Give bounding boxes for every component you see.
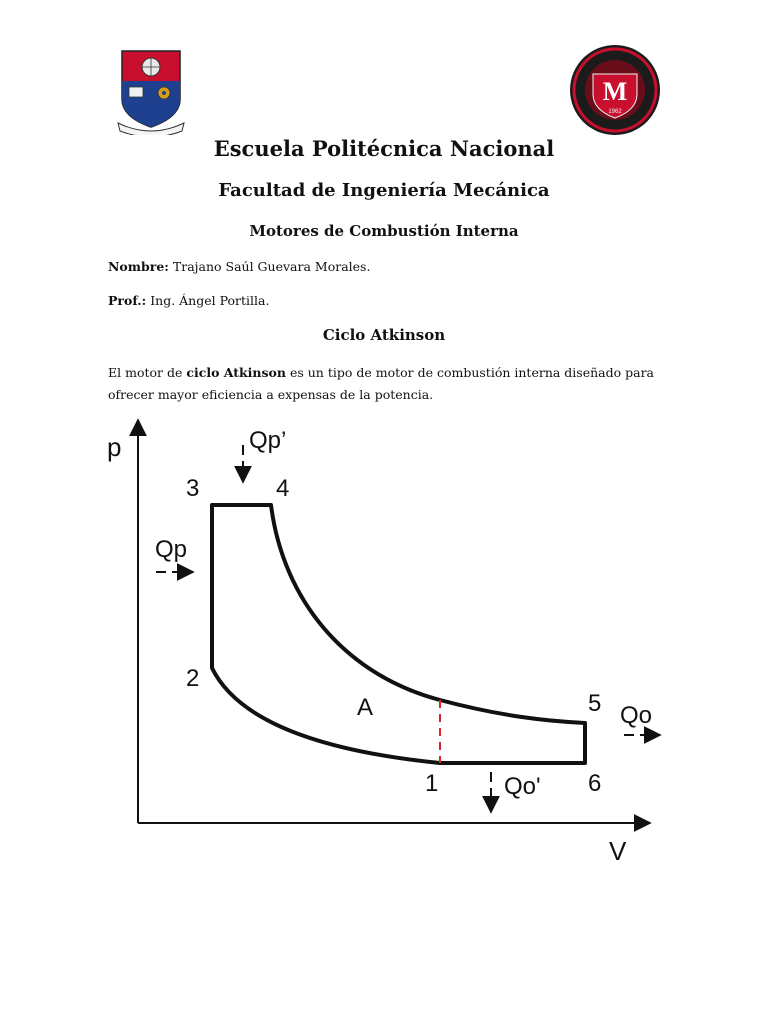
name-field (108, 259, 370, 274)
institution-title: Escuela Politécnica Nacional (213, 136, 555, 161)
name-value: Trajano Saúl Guevara Morales. (172, 259, 371, 274)
intro-paragraph (108, 362, 668, 406)
x-axis-label: V (609, 836, 627, 866)
professor-field (108, 293, 269, 308)
qp-prime-label: Qp’ (249, 427, 287, 454)
point-label-4: 4 (276, 475, 290, 502)
point-label-6: 6 (588, 770, 602, 797)
course-title: Motores de Combustión Interna (249, 222, 519, 240)
seal-year: 1962 (608, 109, 622, 115)
atkinson-cycle-curve (212, 505, 585, 763)
paragraph-text-after: es un tipo de motor de combustión interna diseñado para ofrecer mayor eficiencia a expensas de la potencia. (108, 365, 654, 402)
seal-letter: M (602, 77, 628, 106)
point-label-5: 5 (588, 690, 602, 717)
qo-prime-label: Qo' (504, 773, 541, 800)
professor-label: Prof.: (108, 293, 147, 308)
point-label-2: 2 (186, 665, 200, 692)
epn-coat-of-arms-icon (116, 47, 186, 135)
area-label: A (357, 694, 374, 721)
faculty-title: Facultad de Ingeniería Mecánica (218, 180, 550, 201)
point-label-1: 1 (425, 770, 439, 797)
qp-label: Qp (155, 536, 188, 563)
point-label-3: 3 (186, 475, 200, 502)
professor-value: Ing. Ángel Portilla. (150, 293, 270, 308)
y-axis-label: p (107, 432, 122, 462)
section-title: Ciclo Atkinson (322, 326, 446, 344)
atkinson-pv-diagram (0, 410, 768, 880)
qo-label: Qo (620, 702, 653, 729)
name-label: Nombre: (108, 259, 169, 274)
paragraph-bold-term: ciclo Atkinson (186, 365, 286, 380)
mechanical-engineering-seal-icon (569, 44, 661, 136)
paragraph-text-before: El motor de (108, 365, 187, 380)
